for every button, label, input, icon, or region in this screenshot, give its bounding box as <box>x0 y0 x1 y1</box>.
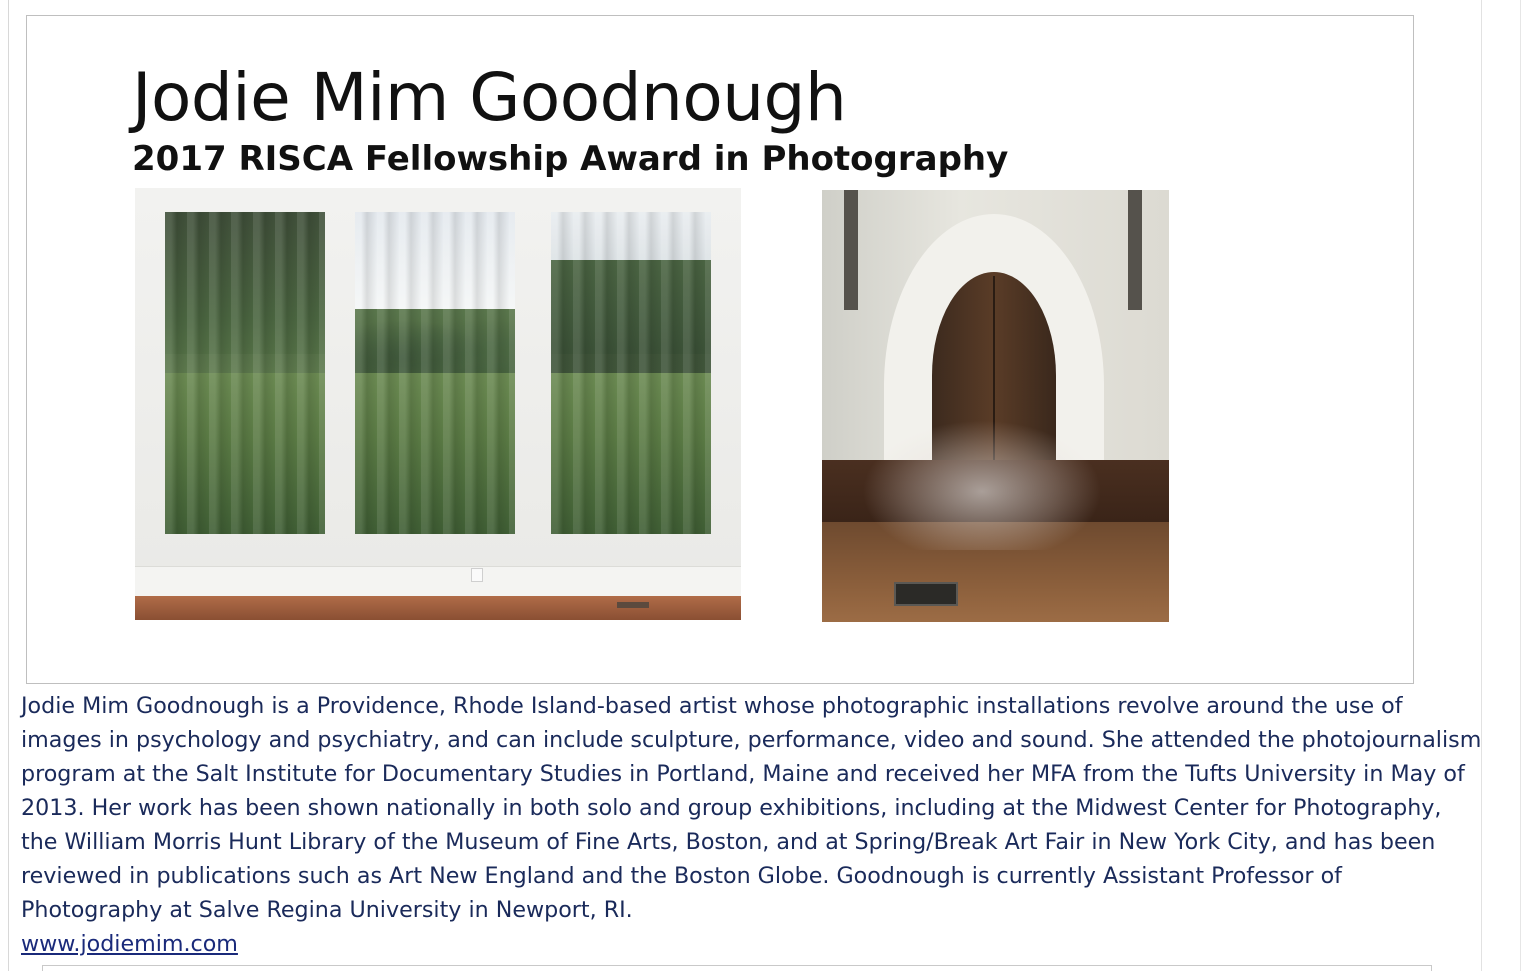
landscape-curtain-3 <box>551 212 711 534</box>
doorway-figure-photo <box>822 190 1169 622</box>
poster-title: Jodie Mim Goodnough <box>132 59 847 136</box>
landscape-curtain-1 <box>165 212 325 534</box>
poster-subtitle: 2017 RISCA Fellowship Award in Photography <box>132 139 1009 179</box>
next-section-border <box>42 965 1432 971</box>
floor-grate <box>894 582 958 606</box>
wall-outlet <box>471 568 483 582</box>
right-gutter-edge <box>1520 0 1521 971</box>
curtain-installation-photo <box>135 188 741 620</box>
landscape-curtain-2 <box>355 212 515 534</box>
blurred-figure <box>862 420 1102 550</box>
wood-floor <box>135 596 741 620</box>
page-left-border <box>8 0 9 971</box>
right-gutter <box>1481 0 1523 971</box>
right-column <box>1128 190 1142 310</box>
floor-vent <box>617 602 649 608</box>
artist-website-link[interactable]: www.jodiemim.com <box>21 931 238 957</box>
artist-bio: Jodie Mim Goodnough is a Providence, Rhode Island-based artist whose photographic installations revolve around the use of images in psychology and psychiatry, and can include sculpture, performance, video and sound. She attended the photojournalism program at the Salt Institute for Documentary Studies in Portland, Maine and received her MFA from the Tufts University in May of 2013. Her work has been shown nationally in both solo and group exhibitions, including at the Midwest Center for Photography, the William Morris Hunt Library of the Museum of Fine Arts, Boston, and at Spring/Break Art Fair in New York City, and has been reviewed in publications such as Art New England and the Boston Globe. Goodnough is currently Assistant Professor of Photography at Salve Regina University in Newport, RI. <box>21 693 1482 923</box>
left-column <box>844 190 858 310</box>
poster-image-frame <box>26 15 1414 684</box>
baseboard <box>135 566 741 597</box>
